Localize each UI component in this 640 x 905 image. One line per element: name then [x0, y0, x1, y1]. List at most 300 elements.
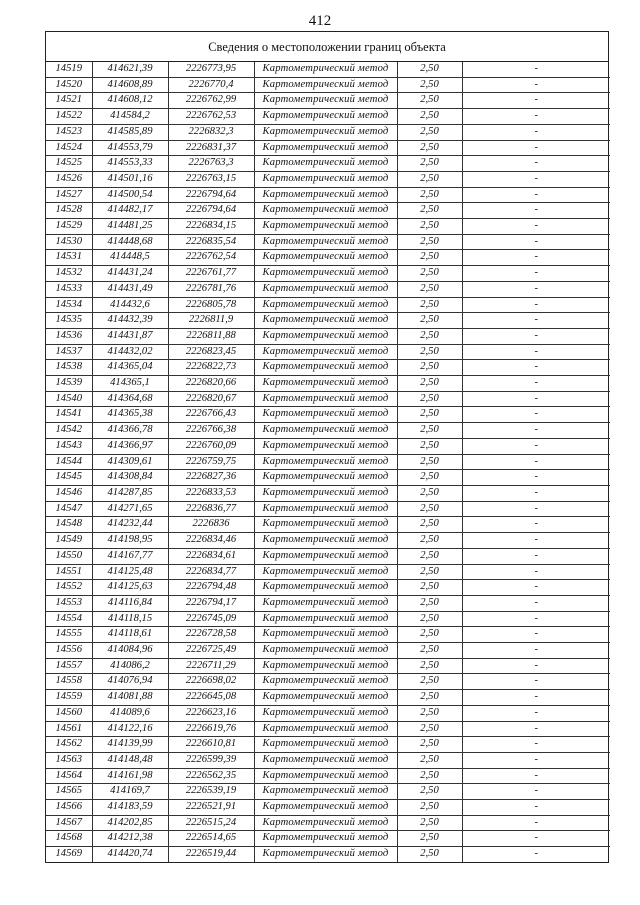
table-row [46, 266, 610, 282]
method-cell: Картометрический метод [254, 360, 397, 376]
accuracy-cell: 2,50 [397, 281, 462, 297]
accuracy-cell: 2,50 [397, 643, 462, 659]
table-row [46, 140, 610, 156]
x-coordinate-cell: 414148,48 [92, 752, 168, 768]
table-row [46, 156, 610, 172]
x-coordinate-cell: 414271,65 [92, 501, 168, 517]
point-number-cell: 14551 [46, 564, 92, 580]
x-coordinate-cell: 414585,89 [92, 124, 168, 140]
x-coordinate-cell: 414420,74 [92, 847, 168, 862]
description-cell: - [462, 533, 610, 549]
method-cell: Картометрический метод [254, 470, 397, 486]
table-row [46, 281, 610, 297]
table-row [46, 643, 610, 659]
description-cell: - [462, 109, 610, 125]
x-coordinate-cell: 414500,54 [92, 187, 168, 203]
y-coordinate-cell: 2226781,76 [168, 281, 254, 297]
point-number-cell: 14568 [46, 831, 92, 847]
point-number-cell: 14533 [46, 281, 92, 297]
accuracy-cell: 2,50 [397, 438, 462, 454]
point-number-cell: 14559 [46, 690, 92, 706]
description-cell: - [462, 360, 610, 376]
accuracy-cell: 2,50 [397, 595, 462, 611]
x-coordinate-cell: 414081,88 [92, 690, 168, 706]
x-coordinate-cell: 414122,16 [92, 721, 168, 737]
point-number-cell: 14552 [46, 580, 92, 596]
description-cell: - [462, 737, 610, 753]
description-cell: - [462, 297, 610, 313]
x-coordinate-cell: 414364,68 [92, 391, 168, 407]
method-cell: Картометрический метод [254, 752, 397, 768]
table-row [46, 485, 610, 501]
x-coordinate-cell: 414183,59 [92, 800, 168, 816]
table-row [46, 454, 610, 470]
accuracy-cell: 2,50 [397, 203, 462, 219]
method-cell: Картометрический метод [254, 517, 397, 533]
table-row [46, 124, 610, 140]
table-row [46, 391, 610, 407]
table-row [46, 768, 610, 784]
accuracy-cell: 2,50 [397, 768, 462, 784]
y-coordinate-cell: 2226519,44 [168, 847, 254, 862]
accuracy-cell: 2,50 [397, 187, 462, 203]
description-cell: - [462, 752, 610, 768]
accuracy-cell: 2,50 [397, 690, 462, 706]
accuracy-cell: 2,50 [397, 470, 462, 486]
x-coordinate-cell: 414125,63 [92, 580, 168, 596]
x-coordinate-cell: 414431,24 [92, 266, 168, 282]
y-coordinate-cell: 2226762,54 [168, 250, 254, 266]
x-coordinate-cell: 414309,61 [92, 454, 168, 470]
description-cell: - [462, 376, 610, 392]
description-cell: - [462, 847, 610, 862]
accuracy-cell: 2,50 [397, 705, 462, 721]
y-coordinate-cell: 2226759,75 [168, 454, 254, 470]
accuracy-cell: 2,50 [397, 533, 462, 549]
description-cell: - [462, 250, 610, 266]
coordinates-table [46, 62, 610, 862]
y-coordinate-cell: 2226698,02 [168, 674, 254, 690]
accuracy-cell: 2,50 [397, 156, 462, 172]
y-coordinate-cell: 2226514,65 [168, 831, 254, 847]
y-coordinate-cell: 2226832,3 [168, 124, 254, 140]
x-coordinate-cell: 414167,77 [92, 548, 168, 564]
page-number: 412 [308, 13, 332, 29]
description-cell: - [462, 784, 610, 800]
method-cell: Картометрический метод [254, 62, 397, 77]
x-coordinate-cell: 414365,04 [92, 360, 168, 376]
x-coordinate-cell: 414198,95 [92, 533, 168, 549]
method-cell: Картометрический метод [254, 815, 397, 831]
x-coordinate-cell: 414287,85 [92, 485, 168, 501]
description-cell: - [462, 234, 610, 250]
table-row [46, 658, 610, 674]
y-coordinate-cell: 2226610,81 [168, 737, 254, 753]
point-number-cell: 14530 [46, 234, 92, 250]
point-number-cell: 14521 [46, 93, 92, 109]
point-number-cell: 14526 [46, 171, 92, 187]
point-number-cell: 14550 [46, 548, 92, 564]
y-coordinate-cell: 2226728,58 [168, 627, 254, 643]
table-row [46, 328, 610, 344]
method-cell: Картометрический метод [254, 800, 397, 816]
description-cell: - [462, 124, 610, 140]
method-cell: Картометрический метод [254, 721, 397, 737]
table-row [46, 171, 610, 187]
accuracy-cell: 2,50 [397, 847, 462, 862]
method-cell: Картометрический метод [254, 234, 397, 250]
point-number-cell: 14563 [46, 752, 92, 768]
table-row [46, 580, 610, 596]
y-coordinate-cell: 2226521,91 [168, 800, 254, 816]
description-cell: - [462, 674, 610, 690]
table-title: Сведения о местоположении границ объекта [46, 32, 608, 62]
method-cell: Картометрический метод [254, 77, 397, 93]
accuracy-cell: 2,50 [397, 344, 462, 360]
description-cell: - [462, 219, 610, 235]
method-cell: Картометрический метод [254, 627, 397, 643]
table-row [46, 438, 610, 454]
table-row [46, 737, 610, 753]
description-cell: - [462, 768, 610, 784]
x-coordinate-cell: 414212,38 [92, 831, 168, 847]
x-coordinate-cell: 414084,96 [92, 643, 168, 659]
accuracy-cell: 2,50 [397, 548, 462, 564]
method-cell: Картометрический метод [254, 376, 397, 392]
method-cell: Картометрический метод [254, 611, 397, 627]
table-row [46, 219, 610, 235]
description-cell: - [462, 454, 610, 470]
table-row [46, 690, 610, 706]
x-coordinate-cell: 414501,16 [92, 171, 168, 187]
table-row [46, 187, 610, 203]
y-coordinate-cell: 2226820,66 [168, 376, 254, 392]
description-cell: - [462, 407, 610, 423]
point-number-cell: 14536 [46, 328, 92, 344]
y-coordinate-cell: 2226619,76 [168, 721, 254, 737]
description-cell: - [462, 470, 610, 486]
x-coordinate-cell: 414553,33 [92, 156, 168, 172]
accuracy-cell: 2,50 [397, 580, 462, 596]
accuracy-cell: 2,50 [397, 611, 462, 627]
point-number-cell: 14538 [46, 360, 92, 376]
y-coordinate-cell: 2226745,09 [168, 611, 254, 627]
table-row [46, 564, 610, 580]
method-cell: Картометрический метод [254, 407, 397, 423]
y-coordinate-cell: 2226833,53 [168, 485, 254, 501]
table-row [46, 109, 610, 125]
method-cell: Картометрический метод [254, 266, 397, 282]
method-cell: Картометрический метод [254, 171, 397, 187]
method-cell: Картометрический метод [254, 690, 397, 706]
accuracy-cell: 2,50 [397, 800, 462, 816]
point-number-cell: 14523 [46, 124, 92, 140]
y-coordinate-cell: 2226770,4 [168, 77, 254, 93]
y-coordinate-cell: 2226836,77 [168, 501, 254, 517]
y-coordinate-cell: 2226834,77 [168, 564, 254, 580]
accuracy-cell: 2,50 [397, 62, 462, 77]
accuracy-cell: 2,50 [397, 140, 462, 156]
y-coordinate-cell: 2226823,45 [168, 344, 254, 360]
accuracy-cell: 2,50 [397, 297, 462, 313]
table-row [46, 250, 610, 266]
y-coordinate-cell: 2226827,36 [168, 470, 254, 486]
accuracy-cell: 2,50 [397, 328, 462, 344]
table-row [46, 595, 610, 611]
method-cell: Картометрический метод [254, 737, 397, 753]
accuracy-cell: 2,50 [397, 376, 462, 392]
description-cell: - [462, 643, 610, 659]
y-coordinate-cell: 2226794,64 [168, 187, 254, 203]
x-coordinate-cell: 414448,5 [92, 250, 168, 266]
point-number-cell: 14557 [46, 658, 92, 674]
description-cell: - [462, 595, 610, 611]
method-cell: Картометрический метод [254, 203, 397, 219]
method-cell: Картометрический метод [254, 124, 397, 140]
description-cell: - [462, 391, 610, 407]
point-number-cell: 14544 [46, 454, 92, 470]
description-cell: - [462, 423, 610, 439]
method-cell: Картометрический метод [254, 501, 397, 517]
y-coordinate-cell: 2226760,09 [168, 438, 254, 454]
method-cell: Картометрический метод [254, 485, 397, 501]
method-cell: Картометрический метод [254, 705, 397, 721]
x-coordinate-cell: 414621,39 [92, 62, 168, 77]
table-row [46, 234, 610, 250]
table-row [46, 62, 610, 77]
method-cell: Картометрический метод [254, 674, 397, 690]
point-number-cell: 14554 [46, 611, 92, 627]
method-cell: Картометрический метод [254, 219, 397, 235]
description-cell: - [462, 548, 610, 564]
description-cell: - [462, 831, 610, 847]
accuracy-cell: 2,50 [397, 407, 462, 423]
y-coordinate-cell: 2226794,17 [168, 595, 254, 611]
point-number-cell: 14539 [46, 376, 92, 392]
y-coordinate-cell: 2226811,9 [168, 313, 254, 329]
point-number-cell: 14547 [46, 501, 92, 517]
x-coordinate-cell: 414366,78 [92, 423, 168, 439]
coordinates-table-body [46, 62, 610, 862]
y-coordinate-cell: 2226834,15 [168, 219, 254, 235]
table-row [46, 721, 610, 737]
description-cell: - [462, 62, 610, 77]
x-coordinate-cell: 414584,2 [92, 109, 168, 125]
x-coordinate-cell: 414366,97 [92, 438, 168, 454]
x-coordinate-cell: 414202,85 [92, 815, 168, 831]
method-cell: Картометрический метод [254, 187, 397, 203]
x-coordinate-cell: 414076,94 [92, 674, 168, 690]
x-coordinate-cell: 414089,6 [92, 705, 168, 721]
method-cell: Картометрический метод [254, 423, 397, 439]
y-coordinate-cell: 2226831,37 [168, 140, 254, 156]
description-cell: - [462, 344, 610, 360]
description-cell: - [462, 266, 610, 282]
y-coordinate-cell: 2226822,73 [168, 360, 254, 376]
table-row [46, 423, 610, 439]
y-coordinate-cell: 2226820,67 [168, 391, 254, 407]
table-row [46, 784, 610, 800]
description-cell: - [462, 658, 610, 674]
y-coordinate-cell: 2226766,43 [168, 407, 254, 423]
method-cell: Картометрический метод [254, 297, 397, 313]
method-cell: Картометрический метод [254, 344, 397, 360]
table-row [46, 93, 610, 109]
table-row [46, 548, 610, 564]
table-row [46, 674, 610, 690]
method-cell: Картометрический метод [254, 658, 397, 674]
y-coordinate-cell: 2226762,99 [168, 93, 254, 109]
x-coordinate-cell: 414608,12 [92, 93, 168, 109]
point-number-cell: 14535 [46, 313, 92, 329]
accuracy-cell: 2,50 [397, 485, 462, 501]
method-cell: Картометрический метод [254, 391, 397, 407]
method-cell: Картометрический метод [254, 313, 397, 329]
point-number-cell: 14558 [46, 674, 92, 690]
y-coordinate-cell: 2226623,16 [168, 705, 254, 721]
accuracy-cell: 2,50 [397, 234, 462, 250]
x-coordinate-cell: 414161,98 [92, 768, 168, 784]
accuracy-cell: 2,50 [397, 454, 462, 470]
table-row [46, 313, 610, 329]
accuracy-cell: 2,50 [397, 171, 462, 187]
table-row [46, 611, 610, 627]
method-cell: Картометрический метод [254, 595, 397, 611]
x-coordinate-cell: 414139,99 [92, 737, 168, 753]
point-number-cell: 14543 [46, 438, 92, 454]
method-cell: Картометрический метод [254, 156, 397, 172]
x-coordinate-cell: 414431,49 [92, 281, 168, 297]
x-coordinate-cell: 414448,68 [92, 234, 168, 250]
description-cell: - [462, 171, 610, 187]
accuracy-cell: 2,50 [397, 391, 462, 407]
x-coordinate-cell: 414481,25 [92, 219, 168, 235]
table-row [46, 533, 610, 549]
table-row [46, 800, 610, 816]
coordinates-table-frame [45, 31, 609, 863]
x-coordinate-cell: 414308,84 [92, 470, 168, 486]
point-number-cell: 14532 [46, 266, 92, 282]
accuracy-cell: 2,50 [397, 266, 462, 282]
table-row [46, 815, 610, 831]
table-row [46, 203, 610, 219]
method-cell: Картометрический метод [254, 140, 397, 156]
x-coordinate-cell: 414432,6 [92, 297, 168, 313]
description-cell: - [462, 328, 610, 344]
table-row [46, 752, 610, 768]
x-coordinate-cell: 414365,38 [92, 407, 168, 423]
table-row [46, 517, 610, 533]
point-number-cell: 14534 [46, 297, 92, 313]
point-number-cell: 14545 [46, 470, 92, 486]
accuracy-cell: 2,50 [397, 564, 462, 580]
y-coordinate-cell: 2226834,46 [168, 533, 254, 549]
y-coordinate-cell: 2226794,48 [168, 580, 254, 596]
y-coordinate-cell: 2226811,88 [168, 328, 254, 344]
point-number-cell: 14540 [46, 391, 92, 407]
accuracy-cell: 2,50 [397, 658, 462, 674]
description-cell: - [462, 800, 610, 816]
point-number-cell: 14566 [46, 800, 92, 816]
accuracy-cell: 2,50 [397, 250, 462, 266]
point-number-cell: 14549 [46, 533, 92, 549]
x-coordinate-cell: 414553,79 [92, 140, 168, 156]
accuracy-cell: 2,50 [397, 737, 462, 753]
x-coordinate-cell: 414118,61 [92, 627, 168, 643]
description-cell: - [462, 156, 610, 172]
point-number-cell: 14531 [46, 250, 92, 266]
point-number-cell: 14537 [46, 344, 92, 360]
description-cell: - [462, 690, 610, 706]
table-row [46, 376, 610, 392]
y-coordinate-cell: 2226761,77 [168, 266, 254, 282]
x-coordinate-cell: 414432,39 [92, 313, 168, 329]
method-cell: Картометрический метод [254, 438, 397, 454]
y-coordinate-cell: 2226805,78 [168, 297, 254, 313]
y-coordinate-cell: 2226763,3 [168, 156, 254, 172]
point-number-cell: 14548 [46, 517, 92, 533]
accuracy-cell: 2,50 [397, 313, 462, 329]
method-cell: Картометрический метод [254, 250, 397, 266]
method-cell: Картометрический метод [254, 454, 397, 470]
method-cell: Картометрический метод [254, 281, 397, 297]
y-coordinate-cell: 2226599,39 [168, 752, 254, 768]
method-cell: Картометрический метод [254, 768, 397, 784]
table-row [46, 501, 610, 517]
x-coordinate-cell: 414432,02 [92, 344, 168, 360]
point-number-cell: 14567 [46, 815, 92, 831]
table-row [46, 831, 610, 847]
x-coordinate-cell: 414086,2 [92, 658, 168, 674]
accuracy-cell: 2,50 [397, 784, 462, 800]
method-cell: Картометрический метод [254, 328, 397, 344]
description-cell: - [462, 485, 610, 501]
point-number-cell: 14528 [46, 203, 92, 219]
accuracy-cell: 2,50 [397, 219, 462, 235]
table-row [46, 847, 610, 862]
table-row [46, 705, 610, 721]
point-number-cell: 14553 [46, 595, 92, 611]
x-coordinate-cell: 414232,44 [92, 517, 168, 533]
accuracy-cell: 2,50 [397, 501, 462, 517]
y-coordinate-cell: 2226645,08 [168, 690, 254, 706]
description-cell: - [462, 580, 610, 596]
method-cell: Картометрический метод [254, 784, 397, 800]
point-number-cell: 14555 [46, 627, 92, 643]
y-coordinate-cell: 2226835,54 [168, 234, 254, 250]
y-coordinate-cell: 2226836 [168, 517, 254, 533]
y-coordinate-cell: 2226711,29 [168, 658, 254, 674]
description-cell: - [462, 705, 610, 721]
description-cell: - [462, 517, 610, 533]
point-number-cell: 14524 [46, 140, 92, 156]
point-number-cell: 14569 [46, 847, 92, 862]
point-number-cell: 14542 [46, 423, 92, 439]
x-coordinate-cell: 414125,48 [92, 564, 168, 580]
table-row [46, 344, 610, 360]
x-coordinate-cell: 414482,17 [92, 203, 168, 219]
point-number-cell: 14541 [46, 407, 92, 423]
description-cell: - [462, 203, 610, 219]
accuracy-cell: 2,50 [397, 93, 462, 109]
table-row [46, 470, 610, 486]
accuracy-cell: 2,50 [397, 674, 462, 690]
table-row [46, 627, 610, 643]
y-coordinate-cell: 2226773,95 [168, 62, 254, 77]
table-row [46, 407, 610, 423]
y-coordinate-cell: 2226834,61 [168, 548, 254, 564]
accuracy-cell: 2,50 [397, 815, 462, 831]
